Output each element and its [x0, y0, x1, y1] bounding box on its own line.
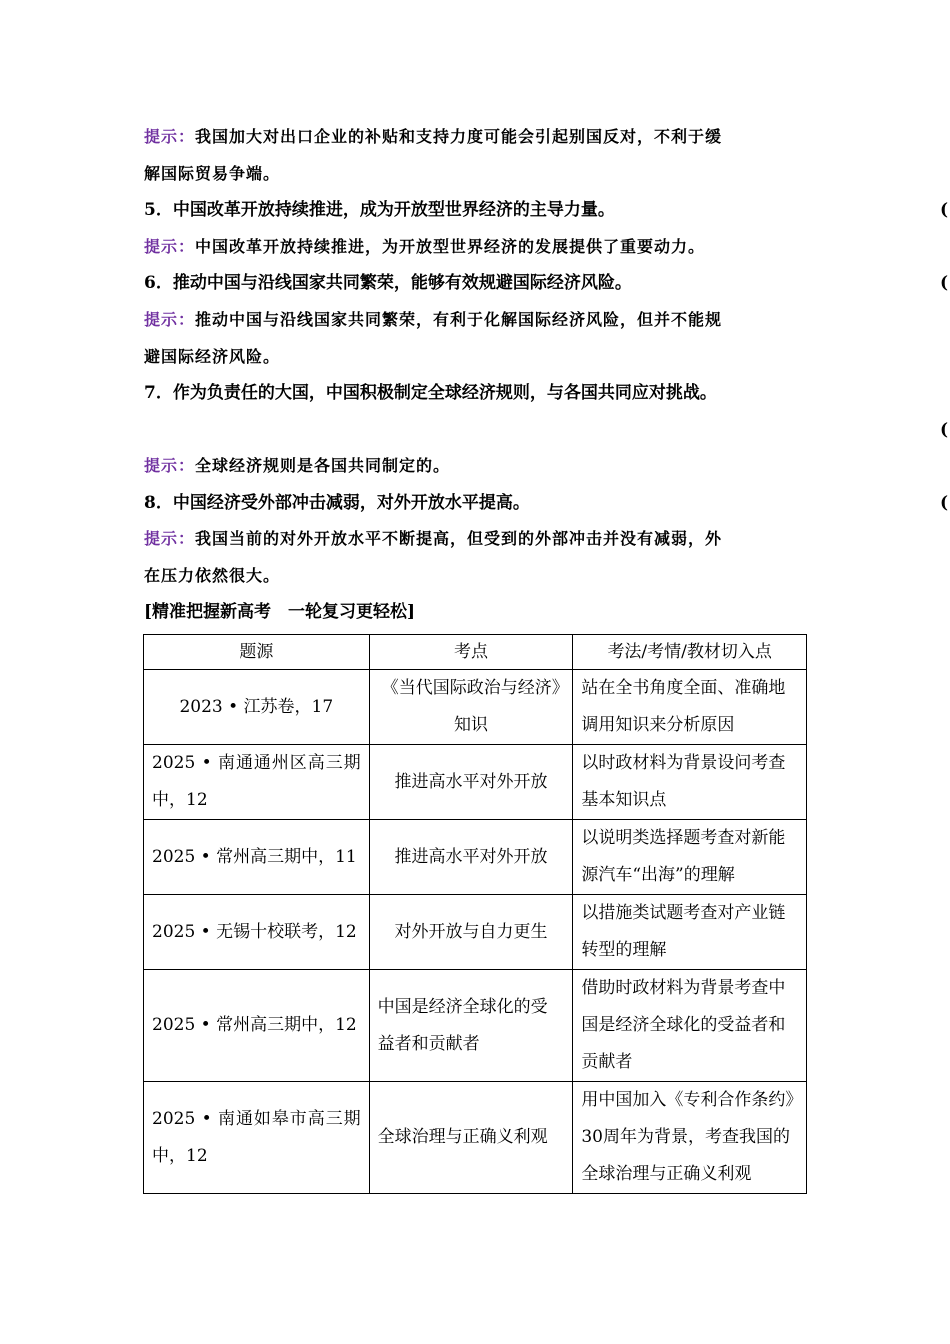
hint-label: 提示：	[144, 127, 196, 146]
answer-paren-7: (	[940, 420, 949, 440]
question-6: 6．推动中国与沿线国家共同繁荣，能够有效规避国际经济风险。	[144, 273, 632, 293]
answer-paren-5: (	[940, 200, 949, 220]
approach-cell: 以时政材料为背景设问考查基本知识点	[573, 745, 807, 820]
question-7: 7．作为负责任的大国，中国积极制定全球经济规则，与各国共同应对挑战。	[144, 383, 717, 403]
hint-text: 全球经济规则是各国共同制定的。	[195, 456, 451, 475]
key-point-cell: 全球治理与正确义利观	[369, 1082, 573, 1194]
approach-cell: 借助时政材料为背景考查中国是经济全球化的受益者和贡献者	[573, 970, 807, 1082]
key-point-cell: 中国是经济全球化的受益者和贡献者	[369, 970, 573, 1082]
hint-line	[144, 312, 722, 328]
approach-cell: 站在全书角度全面、准确地调用知识来分析原因	[573, 670, 807, 745]
table-row	[144, 820, 807, 895]
source-cell: 2023 • 江苏卷，17	[144, 670, 370, 745]
hint-label: 提示：	[144, 310, 196, 329]
table-row	[144, 970, 807, 1082]
source-cell: 2025 • 常州高三期中，12	[144, 970, 370, 1082]
key-point-cell: 推进高水平对外开放	[369, 820, 573, 895]
column-header: 题源	[144, 635, 370, 670]
key-point-cell: 《当代国际政治与经济》知识	[369, 670, 573, 745]
table-row	[144, 745, 807, 820]
answer-paren-8: (	[940, 493, 949, 513]
hint-continuation	[144, 349, 280, 365]
source-cell: 2025 • 南通通州区高三期中，12	[144, 745, 370, 820]
hint-text: 在压力依然很大。	[144, 566, 281, 585]
key-point-cell: 推进高水平对外开放	[369, 745, 573, 820]
question-8: 8．中国经济受外部冲击减弱，对外开放水平提高。	[144, 493, 530, 513]
key-point-cell: 对外开放与自力更生	[369, 895, 573, 970]
table-row	[144, 895, 807, 970]
hint-label: 提示：	[144, 456, 196, 475]
source-cell: 2025 • 南通如皋市高三期中，12	[144, 1082, 370, 1194]
hint-text: 避国际经济风险。	[144, 347, 281, 366]
approach-cell: 用中国加入《专利合作条约》30周年为背景，考查我国的全球治理与正确义利观	[573, 1082, 807, 1194]
hint-continuation	[144, 568, 280, 584]
table-header-row	[144, 635, 807, 670]
approach-cell: 以说明类选择题考查对新能源汽车“出海”的理解	[573, 820, 807, 895]
hint-text: 中国改革开放持续推进，为开放型世界经济的发展提供了重要动力。	[195, 237, 706, 256]
hint-line	[144, 239, 705, 255]
question-5: 5．中国改革开放持续推进，成为开放型世界经济的主导力量。	[144, 200, 615, 220]
exam-source-table	[143, 634, 807, 1194]
table-row	[144, 670, 807, 745]
hint-line	[144, 531, 722, 547]
table-row	[144, 1082, 807, 1194]
hint-continuation	[144, 166, 280, 182]
source-cell: 2025 • 无锡十校联考，12	[144, 895, 370, 970]
hint-line	[144, 129, 722, 145]
hint-text: 我国当前的对外开放水平不断提高，但受到的外部冲击并没有减弱，外	[195, 529, 723, 548]
column-header: 考点	[369, 635, 573, 670]
section-title: [精准把握新高考 一轮复习更轻松]	[144, 602, 416, 622]
column-header: 考法/考情/教材切入点	[573, 635, 807, 670]
approach-cell: 以措施类试题考查对产业链转型的理解	[573, 895, 807, 970]
hint-text: 推动中国与沿线国家共同繁荣，有利于化解国际经济风险，但并不能规	[195, 310, 723, 329]
answer-paren-6: (	[940, 273, 949, 293]
hint-label: 提示：	[144, 529, 196, 548]
source-cell: 2025 • 常州高三期中，11	[144, 820, 370, 895]
hint-text: 解国际贸易争端。	[144, 164, 281, 183]
hint-text: 我国加大对出口企业的补贴和支持力度可能会引起别国反对，不利于缓	[195, 127, 723, 146]
hint-label: 提示：	[144, 237, 196, 256]
hint-line	[144, 458, 450, 474]
